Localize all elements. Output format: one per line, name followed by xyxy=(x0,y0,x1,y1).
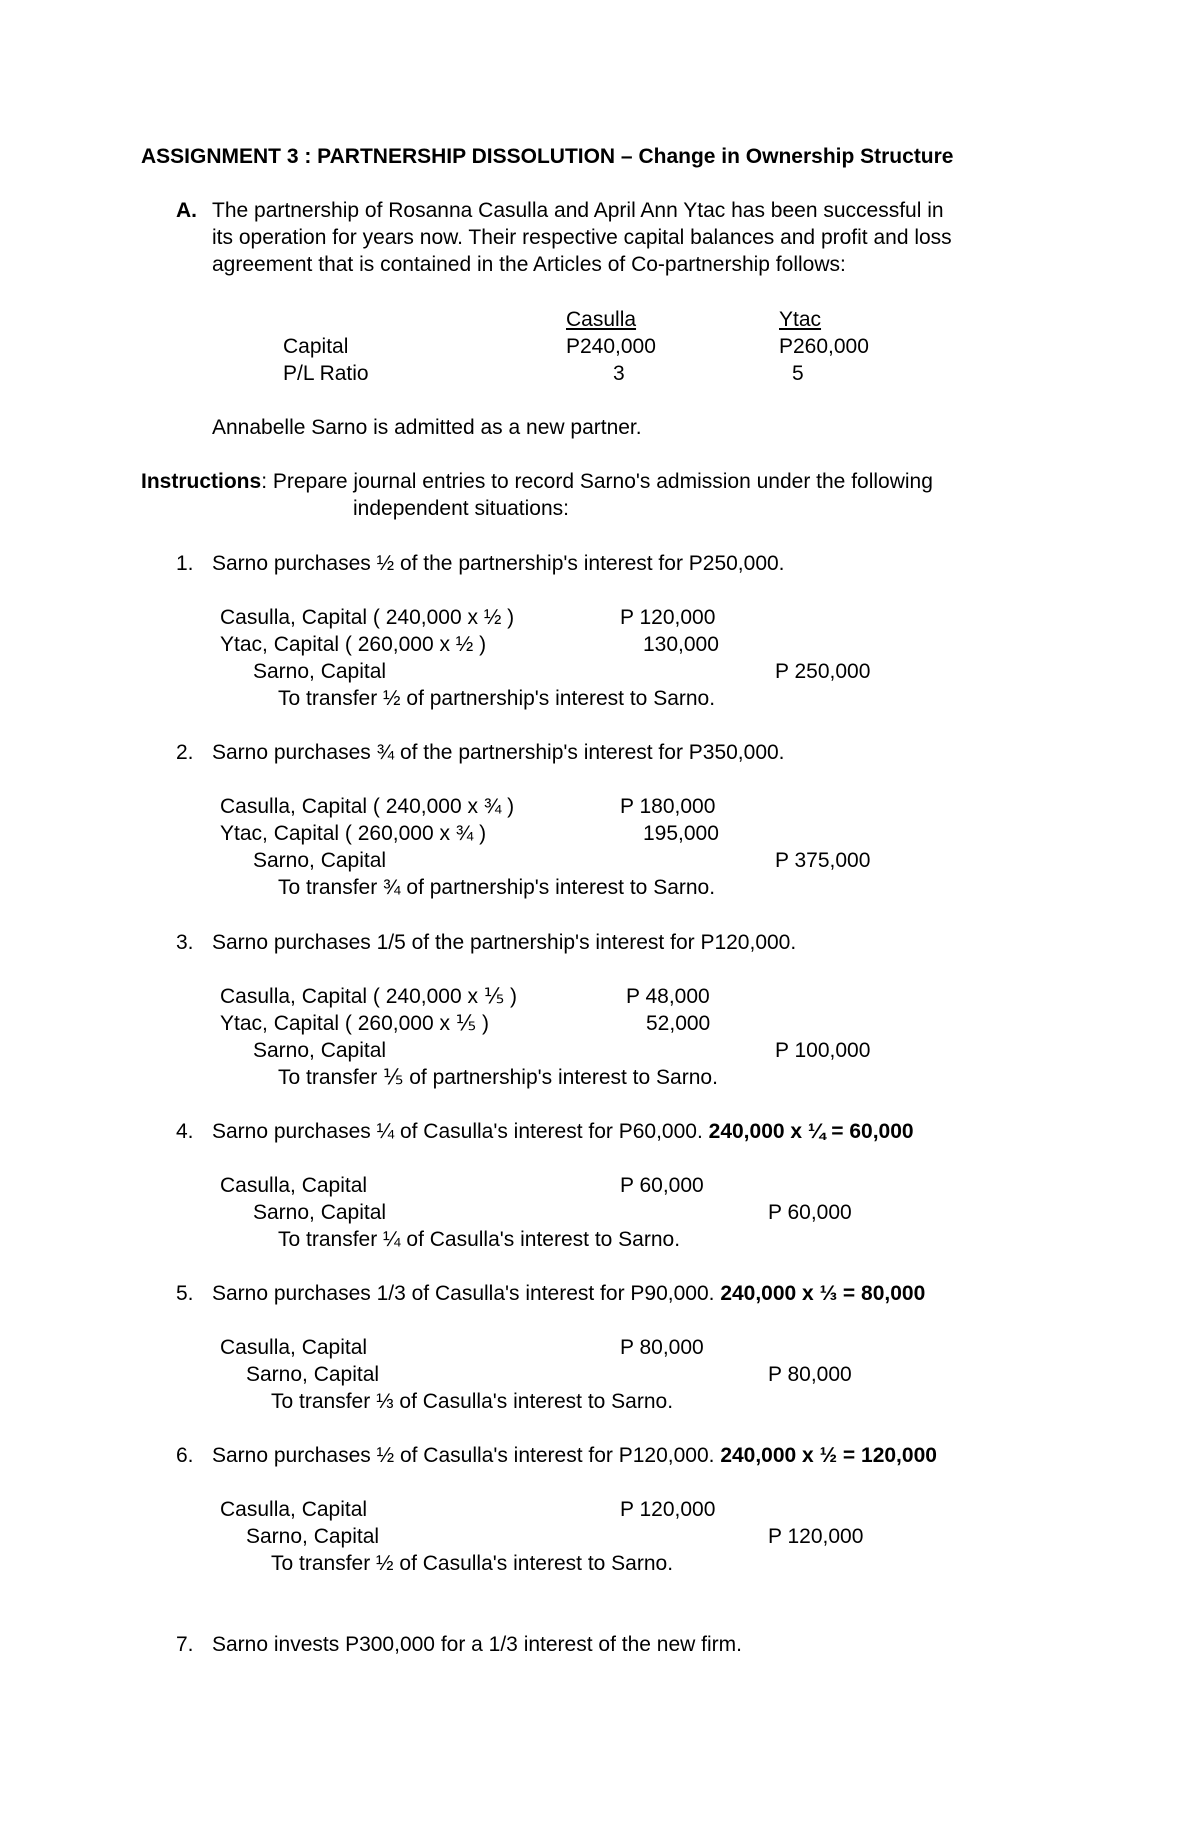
entry-account: Casulla, Capital ( 240,000 x ½ ) xyxy=(220,606,515,629)
item-text: Sarno purchases ½ of Casulla's interest for P120,000. xyxy=(212,1444,715,1467)
entry-account: Casulla, Capital xyxy=(220,1498,368,1521)
entry-account: Ytac, Capital ( 260,000 x ¾ ) xyxy=(220,822,487,845)
entry-account: Sarno, Capital xyxy=(253,1039,387,1062)
entry-account: Casulla, Capital ( 240,000 x ⅕ ) xyxy=(220,985,517,1008)
entry-credit: P 80,000 xyxy=(768,1363,852,1386)
item-text: Sarno purchases 1/3 of Casulla's interest for P90,000. xyxy=(212,1282,715,1305)
item-text-line xyxy=(212,1280,925,1307)
item-calculation: 240,000 x ⅓ = 80,000 xyxy=(720,1282,926,1305)
entry-account: Ytac, Capital ( 260,000 x ½ ) xyxy=(220,633,487,656)
entry-credit: P 60,000 xyxy=(768,1201,852,1224)
entry-memo: To transfer ⅕ of partnership's interest to Sarno. xyxy=(278,1066,718,1089)
item-number: 6. xyxy=(176,1444,194,1467)
item-text: Sarno purchases ½ of the partnership's interest for P250,000. xyxy=(212,552,785,575)
table-cell: 5 xyxy=(792,362,804,385)
item-text: Sarno invests P300,000 for a 1/3 interest of the new firm. xyxy=(212,1633,742,1656)
table-cell: P240,000 xyxy=(566,335,656,358)
item-number: 1. xyxy=(176,552,194,575)
entry-debit: P 180,000 xyxy=(620,795,716,818)
entry-memo: To transfer ½ of partnership's interest to Sarno. xyxy=(278,687,716,710)
item-calculation: 240,000 x ¼ = 60,000 xyxy=(708,1120,914,1143)
entry-debit: 52,000 xyxy=(646,1012,711,1035)
table-header-casulla: Casulla xyxy=(566,308,637,331)
entry-memo: To transfer ¾ of partnership's interest to Sarno. xyxy=(278,876,716,899)
entry-credit: P 120,000 xyxy=(768,1525,864,1548)
table-cell: P260,000 xyxy=(779,335,869,358)
entry-account: Casulla, Capital xyxy=(220,1336,368,1359)
section-a-line: agreement that is contained in the Articles of Co-partnership follows: xyxy=(212,253,846,276)
entry-debit: P 60,000 xyxy=(620,1174,704,1197)
entry-credit: P 100,000 xyxy=(775,1039,871,1062)
entry-account: Sarno, Capital xyxy=(253,849,387,872)
entry-credit: P 375,000 xyxy=(775,849,871,872)
entry-debit: P 80,000 xyxy=(620,1336,704,1359)
entry-account: Sarno, Capital xyxy=(253,660,387,683)
entry-debit: P 120,000 xyxy=(620,606,716,629)
item-number: 5. xyxy=(176,1282,194,1305)
entry-account: Sarno, Capital xyxy=(246,1525,380,1548)
item-text-line xyxy=(212,1118,914,1145)
table-row-label: P/L Ratio xyxy=(283,362,369,385)
instructions-text: independent situations: xyxy=(353,497,569,520)
section-letter: A. xyxy=(176,199,197,222)
table-cell: 3 xyxy=(613,362,625,385)
item-text-line xyxy=(212,1442,937,1469)
item-calculation: 240,000 x ½ = 120,000 xyxy=(720,1444,937,1467)
entry-account: Sarno, Capital xyxy=(246,1363,380,1386)
item-number: 7. xyxy=(176,1633,194,1656)
instructions xyxy=(141,468,933,495)
instructions-sep: : xyxy=(261,470,268,493)
item-number: 2. xyxy=(176,741,194,764)
entry-account: Sarno, Capital xyxy=(253,1201,387,1224)
entry-debit: 130,000 xyxy=(643,633,719,656)
entry-credit: P 250,000 xyxy=(775,660,871,683)
instructions-label: Instructions xyxy=(141,470,262,493)
section-a-line: The partnership of Rosanna Casulla and April Ann Ytac has been successful in xyxy=(212,199,944,222)
admission-note: Annabelle Sarno is admitted as a new partner. xyxy=(212,416,642,439)
item-number: 4. xyxy=(176,1120,194,1143)
entry-debit: P 48,000 xyxy=(626,985,710,1008)
item-text: Sarno purchases 1/5 of the partnership's interest for P120,000. xyxy=(212,931,797,954)
entry-account: Casulla, Capital ( 240,000 x ¾ ) xyxy=(220,795,515,818)
table-header-ytac: Ytac xyxy=(779,308,822,331)
item-text: Sarno purchases ¾ of the partnership's interest for P350,000. xyxy=(212,741,785,764)
entry-memo: To transfer ¼ of Casulla's interest to Sarno. xyxy=(278,1228,681,1251)
entry-account: Ytac, Capital ( 260,000 x ⅕ ) xyxy=(220,1012,489,1035)
section-a-line: its operation for years now. Their respective capital balances and profit and loss xyxy=(212,226,952,249)
entry-memo: To transfer ⅓ of Casulla's interest to Sarno. xyxy=(271,1390,674,1413)
entry-account: Casulla, Capital xyxy=(220,1174,368,1197)
entry-debit: 195,000 xyxy=(643,822,719,845)
entry-memo: To transfer ½ of Casulla's interest to Sarno. xyxy=(271,1552,674,1575)
entry-debit: P 120,000 xyxy=(620,1498,716,1521)
instructions-text: Prepare journal entries to record Sarno's admission under the following xyxy=(272,470,933,493)
item-number: 3. xyxy=(176,931,194,954)
page-title: ASSIGNMENT 3 : PARTNERSHIP DISSOLUTION – Change in Ownership Structure xyxy=(141,145,954,168)
table-row-label: Capital xyxy=(283,335,349,358)
item-text: Sarno purchases ¼ of Casulla's interest for P60,000. xyxy=(212,1120,703,1143)
